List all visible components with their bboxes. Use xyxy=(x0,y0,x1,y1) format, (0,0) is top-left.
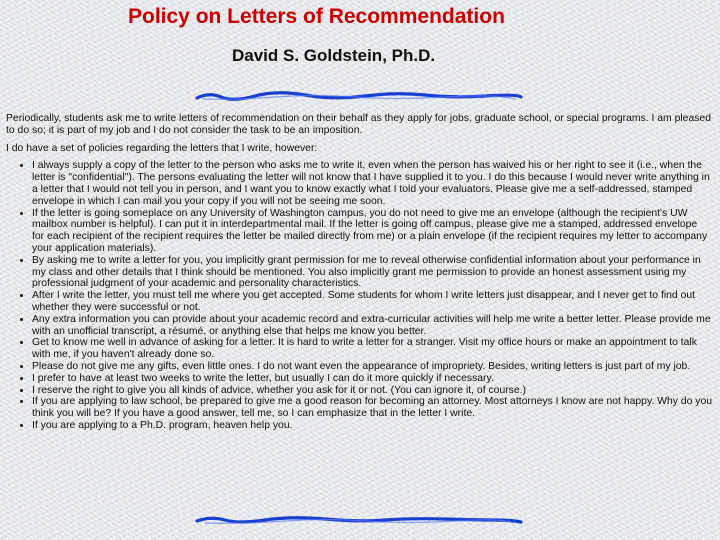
author-name: David S. Goldstein, Ph.D. xyxy=(232,46,436,65)
policy-item: • If the letter is going someplace on any University of Washington campus, you do not need to give me an envelope (although the recipient's UW mailbox number is helpful). I can put it in interdepartmental mail. If the letter is going off campus, please give me a stamped, addressed envelope for each recipient of the recipient requires the letter be mailed directly from me) or a plain envelope (if the recipient requires my letter to accompany your application materials). xyxy=(32,208,712,255)
intro-lead-in: I do have a set of policies regarding the letters that I write, however: xyxy=(6,142,318,154)
divider-top xyxy=(195,89,523,103)
policy-item: • By asking me to write a letter for you, you implicitly grant permission for me to reveal otherwise confidential information about your performance in my class and other details that I think should be mentioned. You also implicitly grant me permission to provide an honest assessment using my professional judgment of your academic and personality characteristics. xyxy=(32,255,712,290)
policy-item: • If you are applying to law school, be prepared to give me a good reason for becoming an attorney. Most attorneys I know are not happy. Why do you think you will be? If you have a good answer, tell me, so I can emphasize that in the letter I write. xyxy=(32,396,712,420)
policy-item: • Please do not give me any gifts, even little ones. I do not want even the appearance of impropriety. Besides, writing letters is just part of my job. xyxy=(32,361,712,373)
page-title: Policy on Letters of Recommendation xyxy=(128,5,505,28)
divider-bottom xyxy=(195,513,523,527)
policy-item: • If you are applying to a Ph.D. program, heaven help you. xyxy=(32,420,712,432)
intro-paragraph: Periodically, students ask me to write letters of recommendation on their behalf as they apply for jobs, graduate school, or special programs. I am pleased to do so; it is part of my job and I do not consider the task to be an imposition. xyxy=(6,113,711,136)
policy-list xyxy=(6,160,712,431)
policy-item: • I prefer to have at least two weeks to write the letter, but usually I can do it more quickly if necessary. xyxy=(32,373,712,385)
policy-item: • Get to know me well in advance of asking for a letter. It is hard to write a letter for a stranger. Visit my office hours or make an appointment to talk with me, if you haven't already done so. xyxy=(32,337,712,361)
policy-item: • I reserve the right to give you all kinds of advice, whether you ask for it or not. (You can ignore it, of course.) xyxy=(32,385,712,397)
policy-item: • After I write the letter, you must tell me where you get accepted. Some students for whom I write letters just disappear, and I never get to find out whether they were successful or not. xyxy=(32,290,712,314)
policy-item: • Any extra information you can provide about your academic record and extra-curricular activities will help me write a better letter. Please provide me with an unofficial transcript, a résumé, or anything else that helps me know you better. xyxy=(32,314,712,338)
letter-policy-body xyxy=(6,113,712,432)
policy-item: • I always supply a copy of the letter to the person who asks me to write it, even when the person has waived his or her right to see it (i.e., when the letter is "confidential"). The persons evaluating the letter will not know that I have supplied it to you. I do this because I would never write anything in a letter that I would not tell you in person, and I want you to know exactly what I told your evaluators. Please give me a self-addressed, stamped envelope in which I can mail you your copy if you will not be seeing me soon. xyxy=(32,160,712,207)
